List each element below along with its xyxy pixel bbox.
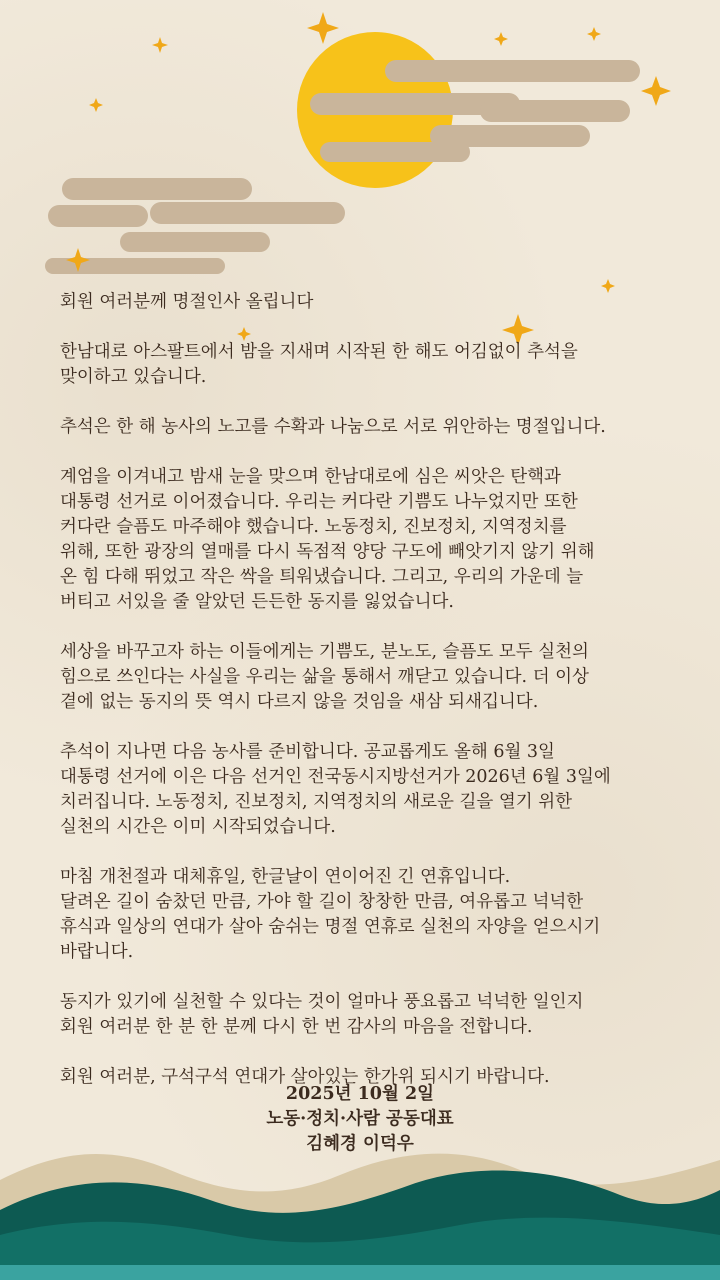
signature-date: 2025년 10월 2일 [285, 1084, 435, 1104]
letter-paragraph: 추석이 지나면 다음 농사를 준비합니다. 공교롭게도 올해 6월 3일 대통령 선거에 이은 다음 선거인 전국동시지방선거가 2026년 6월 3일에 치러집니다. 노동정치, 진보정치, 지역정치의 새로운 길을 열기 위한 실천의 시간은 이미 시작되었습니다. [60, 742, 611, 837]
star-icon [307, 12, 339, 44]
signature-organization: 노동·정치·사람 공동대표 [266, 1109, 454, 1129]
letter-paragraph: 세상을 바꾸고자 하는 이들에게는 기쁨도, 분노도, 슬픔도 모두 실천의 힘으로 쓰인다는 사실을 우리는 삶을 통해서 깨닫고 있습니다. 더 이상 곁에 없는 동지의 뜻 역시 다르지 않을 것임을 새삼 되새깁니다. [60, 642, 589, 712]
star-icon [89, 98, 103, 112]
star-icon [494, 32, 508, 46]
letter-title: 회원 여러분께 명절인사 올립니다 [60, 292, 314, 312]
letter-paragraph: 동지가 있기에 실천할 수 있다는 것이 얼마나 풍요롭고 넉넉한 일인지 회원 여러분 한 분 한 분께 다시 한 번 감사의 마음을 전합니다. [60, 992, 584, 1037]
moon-cloud-decoration [0, 0, 720, 300]
letter-body [60, 290, 675, 1115]
letter-paragraph: 마침 개천절과 대체휴일, 한글날이 연이어진 긴 연휴입니다. 달려온 길이 숨찼던 만큼, 가야 할 길이 창창한 만큼, 여유롭고 넉넉한 휴식과 일상의 연대가 살아 숨쉬는 명절 연휴로 실천의 자양을 얻으시기 바랍니다. [60, 867, 601, 962]
letter-paragraph: 계엄을 이겨내고 밤새 눈을 맞으며 한남대로에 심은 씨앗은 탄핵과 대통령 선거로 이어졌습니다. 우리는 커다란 기쁨도 나누었지만 또한 커다란 슬픔도 마주해야 했습니다. 노동정치, 진보정치, 지역정치를 위해, 또한 광장의 열매를 다시 독점적 양당 구도에 빼앗기지 않기 위해 온 힘 다해 뛰었고 작은 싹을 틔워냈습니다. 그리고, 우리의 가운데 늘 버티고 서있을 줄 알았던 든든한 동지를 잃었습니다. [60, 467, 595, 612]
wave-decoration [0, 1140, 720, 1280]
letter-paragraph: 추석은 한 해 농사의 노고를 수확과 나눔으로 서로 위안하는 명절입니다. [60, 417, 606, 437]
signature-names: 김혜경 이덕우 [306, 1134, 414, 1154]
letter-paragraph: 한남대로 아스팔트에서 밤을 지새며 시작된 한 해도 어김없이 추석을 맞이하고 있습니다. [60, 342, 578, 387]
star-icon [152, 37, 168, 53]
star-icon [641, 76, 671, 106]
letter-paragraph: 회원 여러분, 구석구석 연대가 살아있는 한가위 되시기 바랍니다. [60, 1067, 550, 1087]
star-icon [587, 27, 601, 41]
cloud-icon [45, 178, 345, 274]
bottom-band [0, 1265, 720, 1280]
